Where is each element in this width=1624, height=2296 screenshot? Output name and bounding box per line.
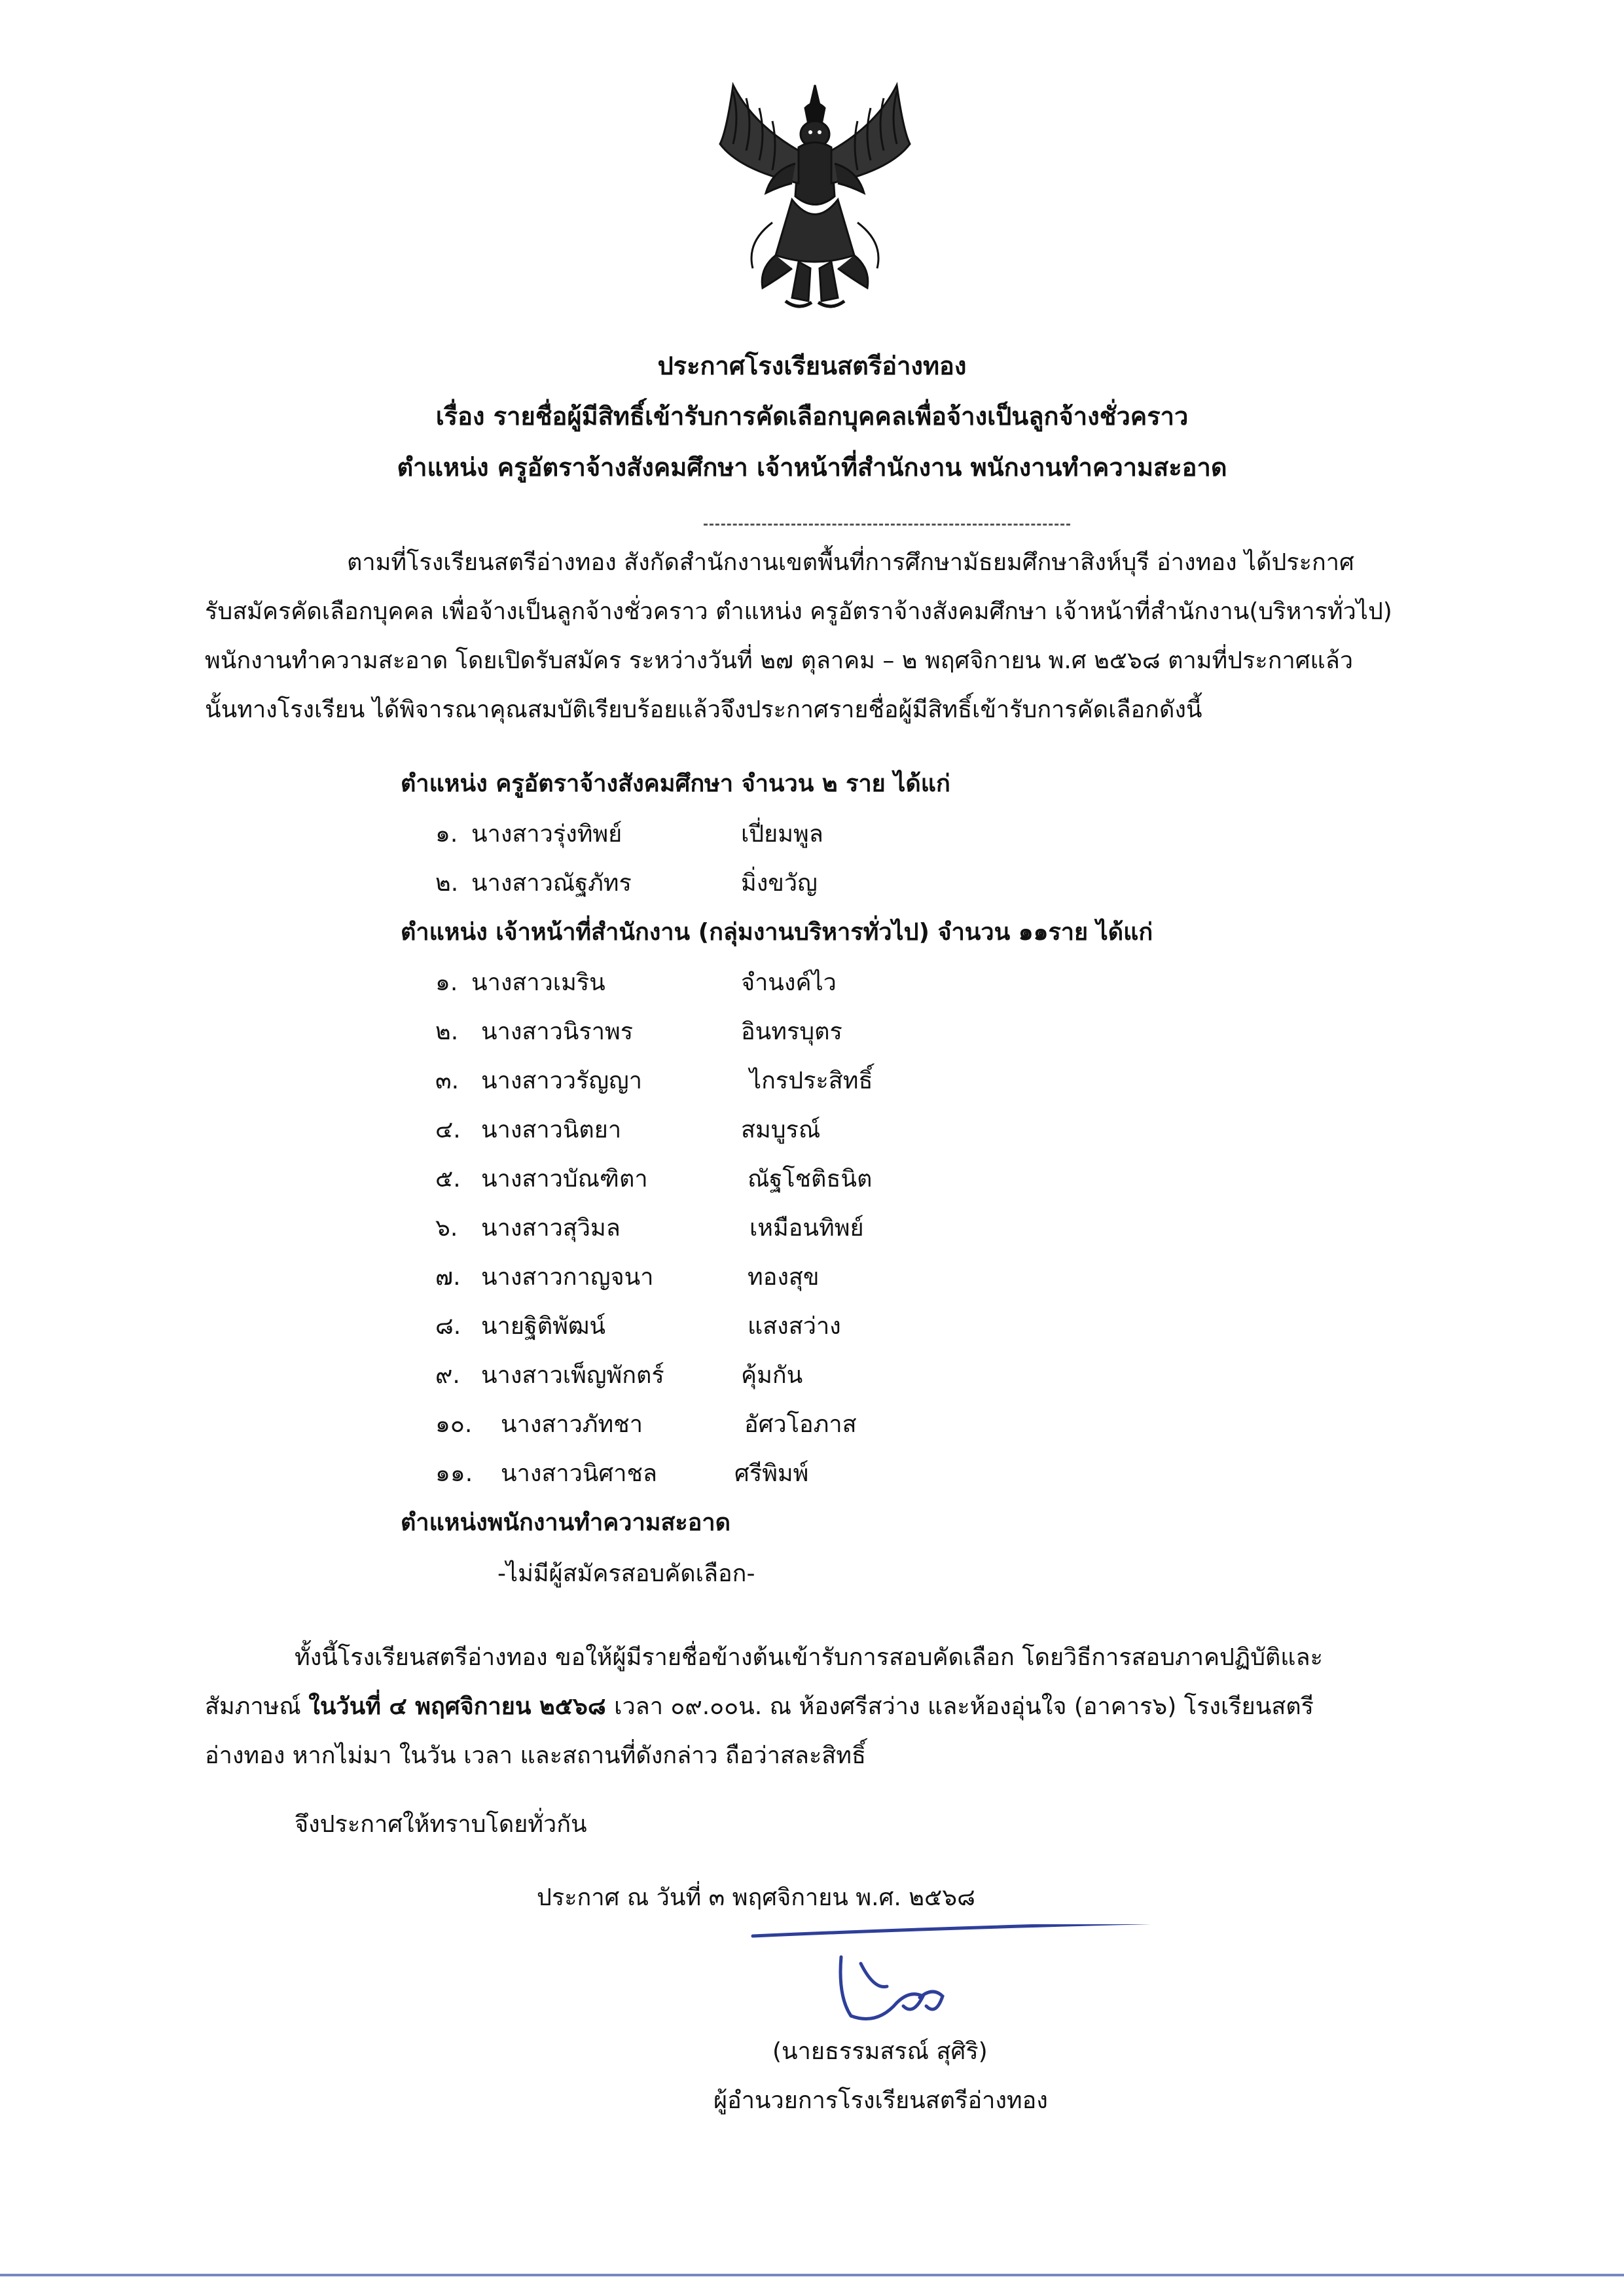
closing-line-2-start: สัมภาษณ์ bbox=[205, 1693, 309, 1720]
person-last-name: ไกรประสิทธิ์ bbox=[749, 1067, 873, 1094]
closing-line-4: จึงประกาศให้ทราบโดยทั่วกัน bbox=[295, 1811, 587, 1838]
closing-line-2 bbox=[205, 1687, 1314, 1725]
person-last-name: ทองสุข bbox=[748, 1264, 820, 1291]
item-number: ๑๐. bbox=[435, 1411, 473, 1438]
person-last-name: จำนงค์ไว bbox=[741, 969, 837, 996]
person-last-name: อัศวโอภาส bbox=[744, 1411, 857, 1438]
person-first-name: นางสาวรุ่งทิพย์ bbox=[471, 821, 623, 848]
person-first-name: นางสาวเมริน bbox=[471, 969, 605, 996]
person-last-name: สมบูรณ์ bbox=[741, 1117, 821, 1143]
item-number: ๒. bbox=[435, 1018, 459, 1045]
item-number: ๖. bbox=[435, 1215, 458, 1242]
closing-line-1: ทั้งนี้โรงเรียนสตรีอ่างทอง ขอให้ผู้มีรายชื่อข้างต้นเข้ารับการสอบคัดเลือก โดยวิธีการสอบภาคปฏิบัติและ bbox=[295, 1644, 1323, 1671]
person-first-name: นางสาวกาญจนา bbox=[481, 1264, 654, 1291]
divider bbox=[704, 524, 1070, 526]
intro-line-2: รับสมัครคัดเลือกบุคคล เพื่อจ้างเป็นลูกจ้างชั่วคราว ตำแหน่ง ครูอัตราจ้างสังคมศึกษา เจ้าหน้าที่สำนักงาน(บริหารทั่วไป) bbox=[205, 598, 1392, 625]
person-first-name: นางสาวภัทชา bbox=[501, 1411, 643, 1438]
item-number: ๓. bbox=[435, 1067, 460, 1094]
person-first-name: นางสาวเพ็ญพักตร์ bbox=[481, 1362, 664, 1389]
section-heading-teacher: ตำแหน่ง ครูอัตราจ้างสังคมศึกษา จำนวน ๒ ราย ได้แก่ bbox=[401, 770, 950, 797]
person-last-name: อินทรบุตร bbox=[741, 1018, 842, 1045]
scan-edge-line bbox=[0, 2274, 1624, 2276]
announcement-subject: เรื่อง รายชื่อผู้มีสิทธิ์เข้ารับการคัดเลือกบุคคลเพื่อจ้างเป็นลูกจ้างชั่วคราว bbox=[435, 402, 1189, 431]
exam-date: ในวันที่ ๔ พฤศจิกายน ๒๕๖๘ bbox=[308, 1693, 615, 1720]
person-first-name: นางสาวบัณฑิตา bbox=[481, 1166, 648, 1193]
item-number: ๙. bbox=[435, 1362, 460, 1389]
item-number: ๑. bbox=[435, 821, 458, 848]
announcement-title: ประกาศโรงเรียนสตรีอ่างทอง bbox=[657, 351, 967, 380]
person-first-name: นางสาวนิศาชล bbox=[501, 1460, 657, 1487]
closing-line-3: อ่างทอง หากไม่มา ในวัน เวลา และสถานที่ดังกล่าว ถือว่าสละสิทธิ์ bbox=[205, 1742, 866, 1769]
person-last-name: คุ้มกัน bbox=[741, 1362, 803, 1389]
announcement-positions: ตำแหน่ง ครูอัตราจ้างสังคมศึกษา เจ้าหน้าที่สำนักงาน พนักงานทำความสะอาด bbox=[397, 453, 1227, 482]
person-first-name: นางสาวนิราพร bbox=[481, 1018, 634, 1045]
person-first-name: นางสาวสุวิมล bbox=[481, 1215, 621, 1242]
intro-line-3: พนักงานทำความสะอาด โดยเปิดรับสมัคร ระหว่างวันที่ ๒๗ ตุลาคม – ๒ พฤศจิกายน พ.ศ ๒๕๖๘ ตามที่ประกาศแล้ว bbox=[205, 647, 1354, 674]
person-first-name: นางสาวณัฐภัทร bbox=[471, 870, 632, 897]
item-number: ๑. bbox=[435, 969, 458, 996]
no-applicants-note: -ไม่มีผู้สมัครสอบคัดเลือก- bbox=[497, 1560, 755, 1587]
signatory-name: (นายธรรมสรณ์ สุศิริ) bbox=[772, 2038, 988, 2065]
section-heading-office-staff: ตำแหน่ง เจ้าหน้าที่สำนักงาน (กลุ่มงานบริหารทั่วไป) จำนวน ๑๑ราย ได้แก่ bbox=[401, 919, 1153, 946]
item-number: ๑๑. bbox=[435, 1460, 473, 1487]
item-number: ๗. bbox=[435, 1264, 461, 1291]
item-number: ๕. bbox=[435, 1166, 461, 1193]
closing-line-2-end: เวลา ๐๙.๐๐น. ณ ห้องศรีสว่าง และห้องอุ่นใจ (อาคาร๖) โรงเรียนสตรี bbox=[614, 1693, 1314, 1720]
announcement-date: ประกาศ ณ วันที่ ๓ พฤศจิกายน พ.ศ. ๒๕๖๘ bbox=[537, 1884, 975, 1911]
person-last-name: ศรีพิมพ์ bbox=[734, 1460, 809, 1487]
person-last-name: มิ่งขวัญ bbox=[741, 870, 818, 897]
section-heading-cleaner: ตำแหน่งพนักงานทำความสะอาด bbox=[401, 1509, 731, 1536]
signatory-position: ผู้อำนวยการโรงเรียนสตรีอ่างทอง bbox=[713, 2087, 1048, 2114]
person-first-name: นายฐิติพัฒน์ bbox=[481, 1313, 606, 1340]
person-last-name: แสงสว่าง bbox=[748, 1313, 841, 1340]
person-first-name: นางสาววรัญญา bbox=[481, 1067, 642, 1094]
person-last-name: เปี่ยมพูล bbox=[741, 821, 823, 848]
garuda-emblem bbox=[694, 72, 936, 321]
intro-line-4: นั้นทางโรงเรียน ได้พิจารณาคุณสมบัติเรียบร้อยแล้วจึงประกาศรายชื่อผู้มีสิทธิ์เข้ารับการคัดเลือกดังนี้ bbox=[205, 696, 1202, 723]
item-number: ๘. bbox=[435, 1313, 461, 1340]
item-number: ๔. bbox=[435, 1117, 461, 1143]
intro-line-1: ตามที่โรงเรียนสตรีอ่างทอง สังกัดสำนักงานเขตพื้นที่การศึกษามัธยมศึกษาสิงห์บุรี อ่างทอง ได้ประกาศ bbox=[347, 549, 1354, 576]
person-first-name: นางสาวนิตยา bbox=[481, 1117, 622, 1143]
item-number: ๒. bbox=[435, 870, 459, 897]
person-last-name: ณัฐโชติธนิต bbox=[748, 1166, 873, 1193]
person-last-name: เหมือนทิพย์ bbox=[749, 1215, 864, 1242]
